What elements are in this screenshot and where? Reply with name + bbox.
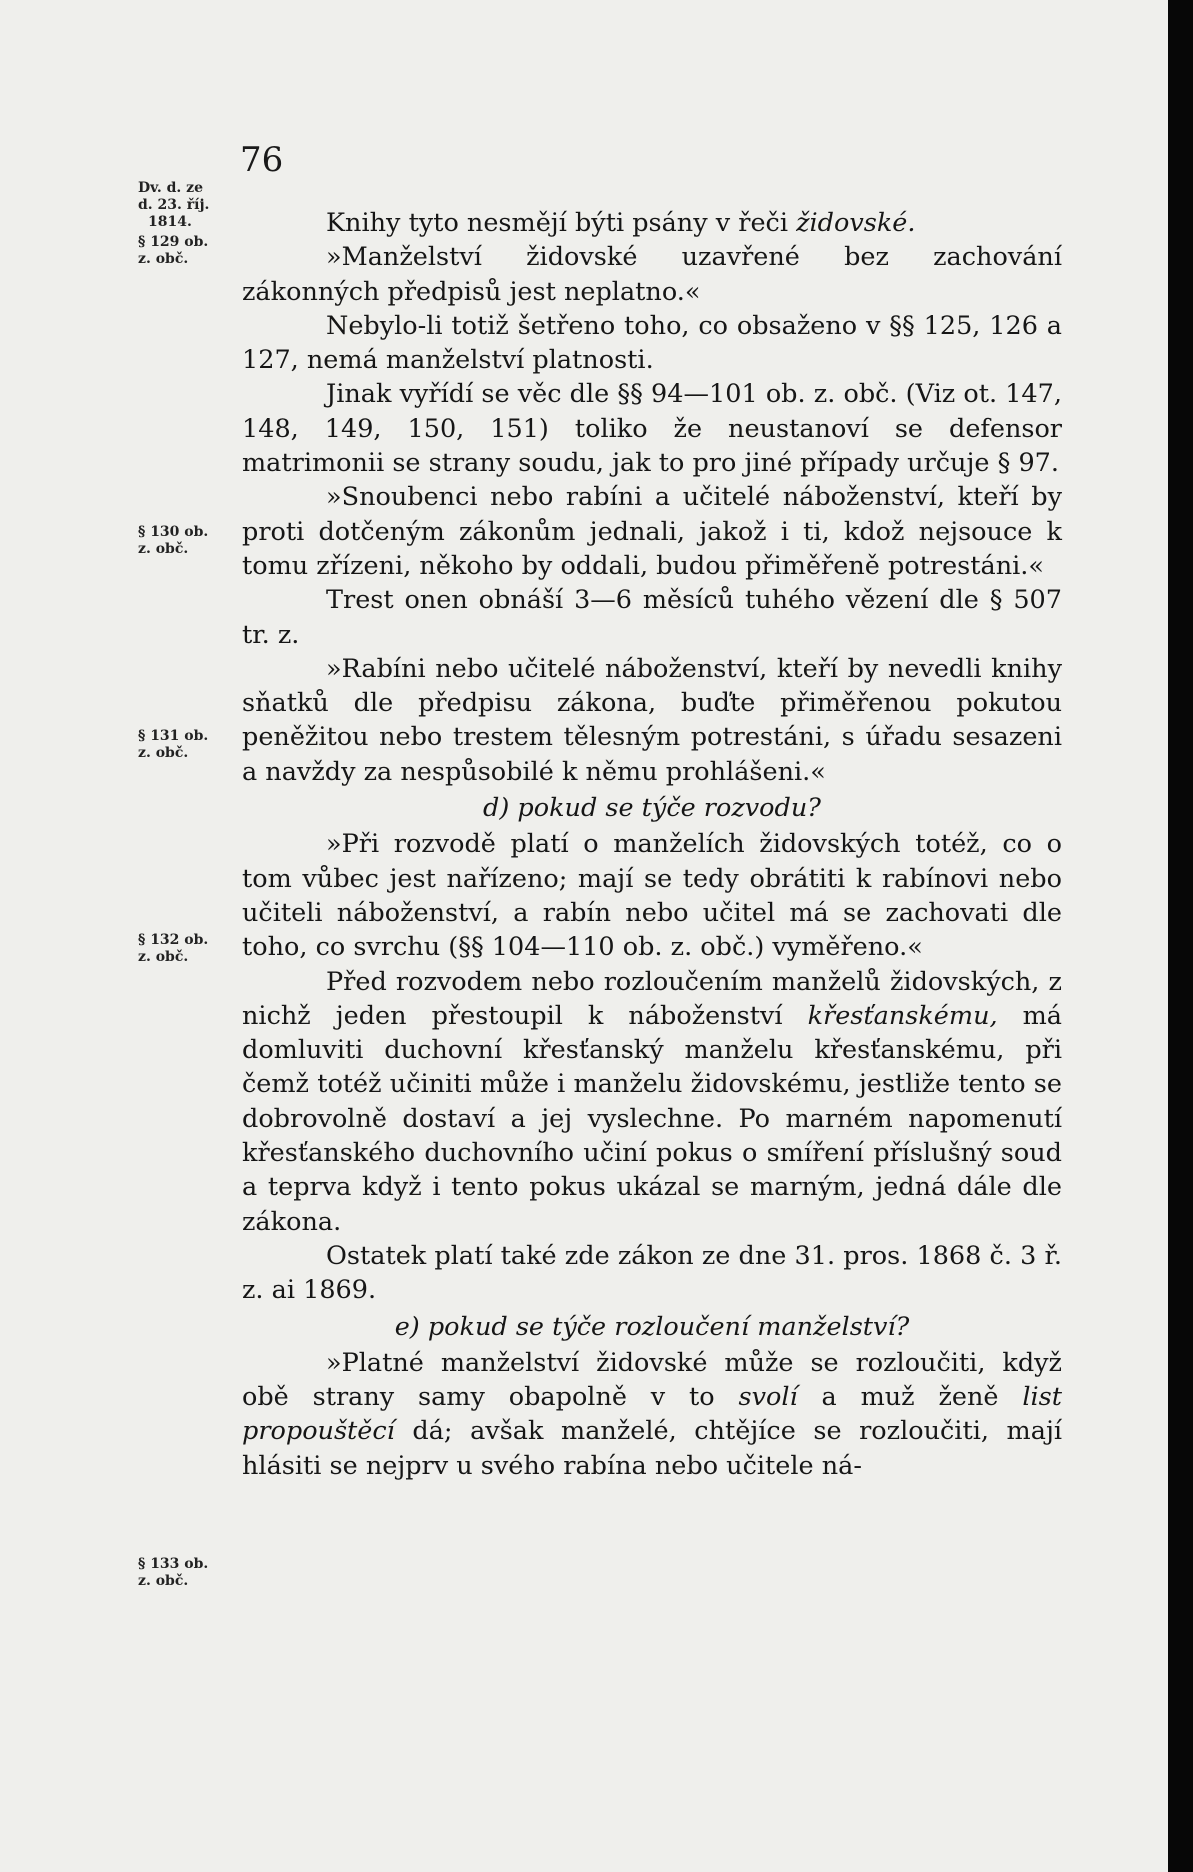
margin-note-line: z. obč. (138, 949, 189, 965)
margin-note-line: Dv. d. ze (138, 180, 204, 196)
section-heading-d: d) pokud se týče rozvodu? (483, 793, 821, 824)
margin-note-line: § 130 ob. (138, 524, 209, 540)
section-heading-e: e) pokud se týče rozloučení manželství? (394, 1311, 910, 1342)
margin-note-line: § 131 ob. (138, 728, 209, 744)
margin-note-line: § 129 ob. (138, 234, 209, 250)
margin-note-line: § 132 ob. (138, 932, 209, 948)
paragraph: »Při rozvodě platí o manželích židovských totéž, co o tom vůbec jest nařízeno; mají se tedy obrátiti k rabínovi nebo učiteli náboženství, a rabín nebo učitel má se zachovati dle toho, co svrchu (§§ 104—110 ob. z. obč.) vyměřeno.« (242, 829, 1062, 963)
margin-note-132 (138, 932, 248, 966)
paragraph: »Platné manželství židovské může se rozloučiti, když obě strany samy obapolně v to svolí a muž ženě list propouštěcí dá; avšak manželé, chtějíce se rozloučiti, mají hlásiti se nejprv u svého rabína nebo učitele ná- (242, 1347, 1062, 1481)
paragraph: Nebylo-li totiž šetřeno toho, co obsaženo v §§ 125, 126 a 127, nemá manželství platnosti. (242, 310, 1062, 376)
body-text (242, 206, 1062, 1483)
margin-note-line: z. obč. (138, 1573, 189, 1589)
margin-note-line: d. 23. říj. (138, 197, 210, 213)
paragraph: »Manželství židovské uzavřené bez zachování zákonných předpisů jest neplatno.« (242, 242, 1062, 307)
margin-note-line: § 133 ob. (138, 1556, 209, 1572)
margin-note-133 (138, 1556, 248, 1590)
margin-note-line: z. obč. (138, 745, 189, 761)
paragraph: Před rozvodem nebo rozloučením manželů židovských, z nichž jeden přestoupil k náboženství křesťanskému, má domluviti duchovní křesťanský manželu křesťanskému, při čemž totéž učiniti může i manželu židovskému, jestliže tento se dobrovolně dostaví a jej vyslechne. Po marném napomenutí křesťanského duchovního učiní pokus o smíření příslušný soud a teprva když i tento pokus ukázal se marným, jedná dále dle zákona. (242, 966, 1062, 1237)
margin-note-131 (138, 728, 248, 762)
margin-note-line: z. obč. (138, 251, 189, 267)
margin-note-129 (138, 234, 248, 268)
paragraph: »Rabíni nebo učitelé náboženství, kteří by nevedli knihy sňatků dle předpisu zákona, buďte přiměřenou pokutou peněžitou nebo trestem tělesným potrestáni, s úřadu sesazeni a navždy za nespůsobilé k němu prohlášeni.« (242, 653, 1062, 787)
paragraph: Jinak vyřídí se věc dle §§ 94—101 ob. z. obč. (Viz ot. 147, 148, 149, 150, 151) toliko že neustanoví se defensor matrimonii se strany soudu, jak to pro jiné případy určuje § 97. (242, 379, 1062, 479)
paragraph: »Snoubenci nebo rabíni a učitelé náboženství, kteří by proti dotčeným zákonům jednali, jakož i ti, kdož nejsouce k tomu zřízeni, někoho by oddali, budou přiměřeně potrestáni.« (242, 482, 1062, 581)
margin-note-130 (138, 524, 248, 558)
margin-note-decree (138, 180, 248, 231)
paragraph: Ostatek platí také zde zákon ze dne 31. pros. 1868 č. 3 ř. z. ai 1869. (242, 1240, 1062, 1306)
margin-note-line: z. obč. (138, 541, 189, 557)
paragraph: Trest onen obnáší 3—6 měsíců tuhého vězení dle § 507 tr. z. (242, 585, 1062, 650)
margin-note-line: 1814. (148, 214, 192, 230)
scan-edge (1168, 0, 1193, 1872)
paragraph: Knihy tyto nesmějí býti psány v řeči židovské. (326, 208, 916, 238)
page-number: 76 (240, 140, 284, 180)
